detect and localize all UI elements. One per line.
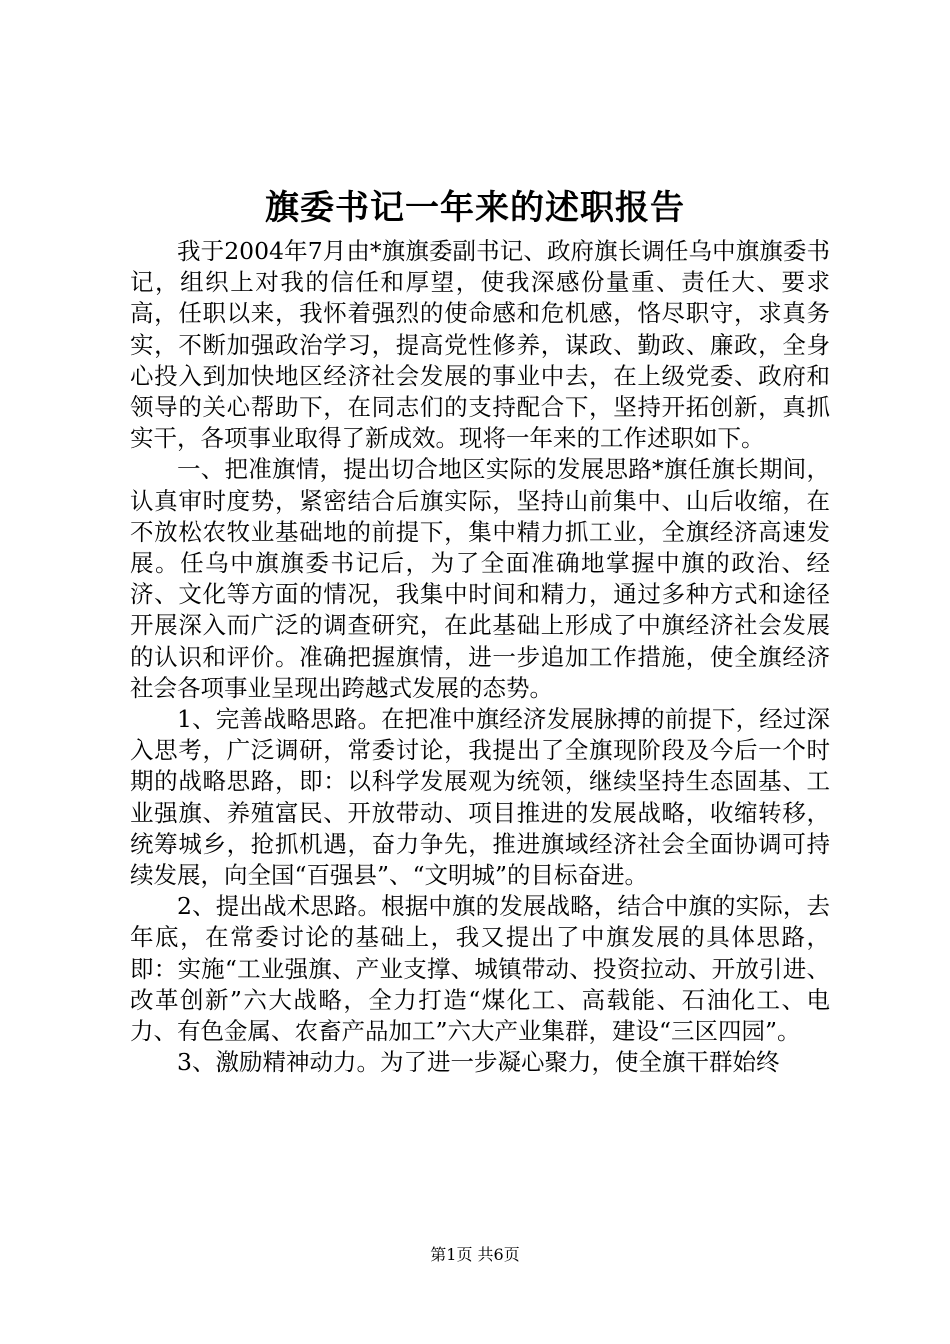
paragraph-section-one: 一、把准旗情，提出切合地区实际的发展思路*旗任旗长期间，认真审时度势，紧密结合后旗实际，坚持山前集中、山后收缩，在不放松农牧业基础地的前提下，集中精力抓工业，全旗经济高速发展。任乌中旗旗委书记后，为了全面准确地掌握中旗的政治、经济、文化等方面的情况，我集中时间和精力，通过多种方式和途径开展深入而广泛的调查研究，在此基础上形成了中旗经济社会发展的认识和评价。准确把握旗情，进一步追加工作措施，使全旗经济社会各项事业呈现出跨越式发展的态势。 xyxy=(130,455,830,702)
paragraph-item-one: 1、完善战略思路。在把准中旗经济发展脉搏的前提下，经过深入思考，广泛调研，常委讨论，我提出了全旗现阶段及今后一个时期的战略思路，即：以科学发展观为统领，继续坚持生态固基、工业强旗、养殖富民、开放带动、项目推进的发展战略，收缩转移，统筹城乡，抢抓机遇，奋力争先，推进旗域经济社会全面协调可持续发展，向全国“百强县”、“文明城”的目标奋进。 xyxy=(130,705,830,890)
document-body xyxy=(130,236,830,1078)
paragraph-item-two: 2、提出战术思路。根据中旗的发展战略，结合中旗的实际，去年底，在常委讨论的基础上，我又提出了中旗发展的具体思路，即：实施“工业强旗、产业支撑、城镇带动、投资拉动、开放引进、改革创新”六大战略，全力打造“煤化工、高载能、石油化工、电力、有色金属、农畜产品加工”六大产业集群，建设“三区四园”。 xyxy=(130,892,830,1046)
page-number-footer: 第1页 共6页 xyxy=(430,1245,520,1264)
document-title: 旗委书记一年来的述职报告 xyxy=(265,188,685,228)
paragraph-intro: 我于2004年7月由*旗旗委副书记、政府旗长调任乌中旗旗委书记，组织上对我的信任和厚望，使我深感份量重、责任大、要求高，任职以来，我怀着强烈的使命感和危机感，恪尽职守，求真务实，不断加强政治学习，提高党性修养，谋政、勤政、廉政，全身心投入到加快地区经济社会发展的事业中去，在上级党委、政府和领导的关心帮助下，在同志们的支持配合下，坚持开拓创新，真抓实干，各项事业取得了新成效。现将一年来的工作述职如下。 xyxy=(130,237,830,453)
paragraph-item-three: 3、激励精神动力。为了进一步凝心聚力，使全旗干群始终 xyxy=(177,1048,780,1077)
